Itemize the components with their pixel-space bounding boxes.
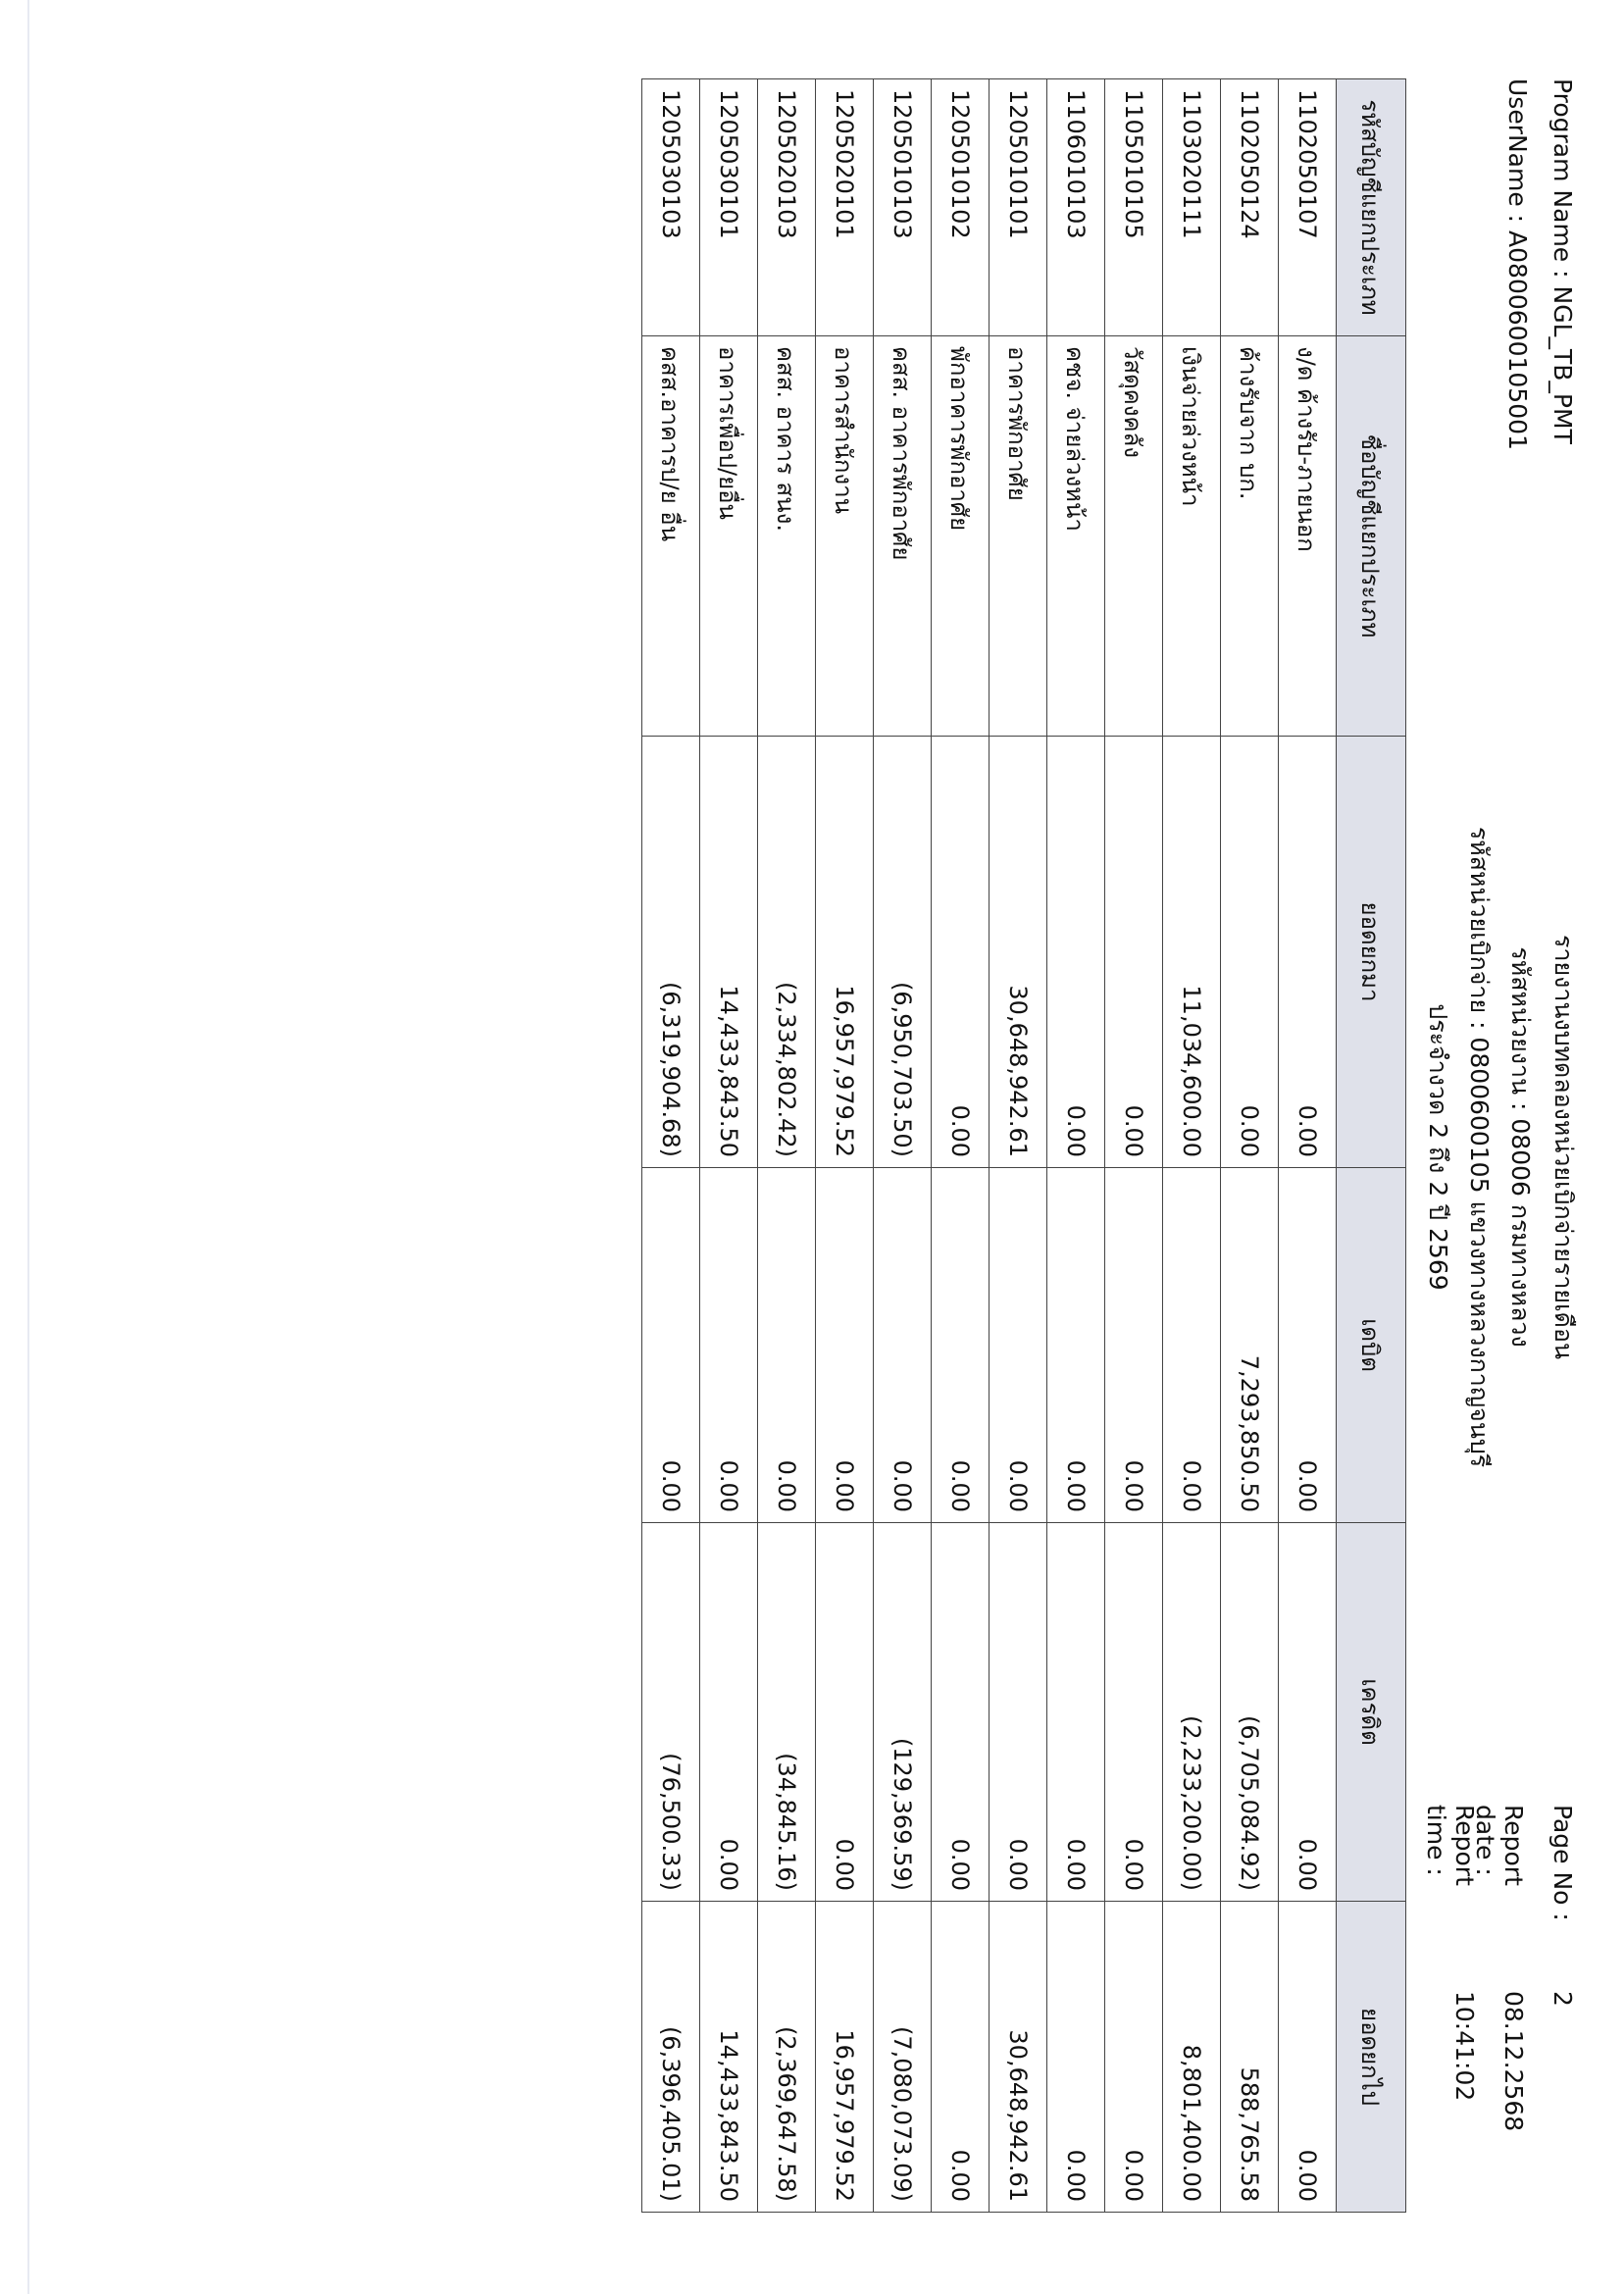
cell-credit: (76,500.33)	[642, 1523, 700, 1902]
page-number-row	[1548, 1805, 1577, 2007]
program-name: Program Name : NGL_TB_PMT	[1548, 78, 1577, 444]
cell-account-name: คสส. อาคาร สนง.	[758, 336, 816, 737]
report-time-row	[1422, 1805, 1479, 2101]
cell-debit: 0.00	[1163, 1168, 1221, 1523]
cell-account-code: 1205020101	[816, 79, 874, 336]
cell-credit: 0.00	[990, 1523, 1047, 1902]
cell-credit: (2,233,200.00)	[1163, 1523, 1221, 1902]
cell-account-code: 1205030103	[642, 79, 700, 336]
cell-account-name: คสส. อาคารพักอาศัย	[874, 336, 932, 737]
column-header-credit: เครดิต	[1337, 1523, 1406, 1902]
cell-closing-balance: 14,433,843.50	[700, 1902, 758, 2213]
cell-account-code: 1106010103	[1047, 79, 1105, 336]
report-date-row	[1471, 1805, 1528, 2131]
cell-credit: (129,369.59)	[874, 1523, 932, 1902]
table-row	[1221, 79, 1279, 2213]
cell-account-name: เงินจ่ายล่วงหน้า	[1163, 336, 1221, 737]
report-time-label: Report time :	[1422, 1805, 1479, 1886]
cell-credit: 0.00	[1105, 1523, 1163, 1902]
table-row	[700, 79, 758, 2213]
report-time: 10:41:02	[1450, 1991, 1479, 2102]
cell-opening-balance: 11,034,600.00	[1163, 737, 1221, 1168]
cell-closing-balance: 8,801,400.00	[1163, 1902, 1221, 2213]
cell-account-code: 1102050107	[1279, 79, 1337, 336]
cell-opening-balance: 30,648,942.61	[990, 737, 1047, 1168]
table-header-row	[1337, 79, 1406, 2213]
table-row	[642, 79, 700, 2213]
report-title: รายงานงบทดลองหน่วยเบิกจ่ายรายเดือน	[1549, 935, 1578, 1359]
cell-opening-balance: 0.00	[1047, 737, 1105, 1168]
column-header-closing-balance: ยอดยกไป	[1337, 1902, 1406, 2213]
cell-opening-balance: (2,334,802.42)	[758, 737, 816, 1168]
cell-account-code: 1103020111	[1163, 79, 1221, 336]
column-header-account-name: ชื่อบัญชีแยกประเภท	[1337, 336, 1406, 737]
cell-account-name: วัสดุคงคลัง	[1105, 336, 1163, 737]
cell-opening-balance: (6,319,904.68)	[642, 737, 700, 1168]
cell-debit: 0.00	[990, 1168, 1047, 1523]
cell-debit: 0.00	[700, 1168, 758, 1523]
table-row	[932, 79, 990, 2213]
cell-credit: (34,845.16)	[758, 1523, 816, 1902]
table-row	[1279, 79, 1337, 2213]
cell-debit: 0.00	[642, 1168, 700, 1523]
table-row	[874, 79, 932, 2213]
cell-account-name: ค้างรับจาก บก.	[1221, 336, 1279, 737]
cell-credit: (6,705,084.92)	[1221, 1523, 1279, 1902]
cell-opening-balance: 0.00	[932, 737, 990, 1168]
cell-closing-balance: 0.00	[932, 1902, 990, 2213]
cell-credit: 0.00	[1279, 1523, 1337, 1902]
cell-debit: 0.00	[1279, 1168, 1337, 1523]
cell-account-name: พักอาคารพักอาศัย	[932, 336, 990, 737]
cell-account-code: 1102050124	[1221, 79, 1279, 336]
cell-account-name: คชจ. จ่ายล่วงหน้า	[1047, 336, 1105, 737]
cell-account-code: 1205020103	[758, 79, 816, 336]
cell-account-name: อาคารสำนักงาน	[816, 336, 874, 737]
report-date: 08.12.2568	[1499, 1991, 1528, 2132]
cell-closing-balance: (7,080,073.09)	[874, 1902, 932, 2213]
cell-account-name: อาคารพักอาศัย	[990, 336, 1047, 737]
table-row	[1047, 79, 1105, 2213]
cell-account-code: 1205010103	[874, 79, 932, 336]
cell-closing-balance: 16,957,979.52	[816, 1902, 874, 2213]
cell-opening-balance: 0.00	[1279, 737, 1337, 1168]
report-date-label: Report date :	[1471, 1805, 1528, 1886]
trial-balance-table	[641, 78, 1406, 2213]
disbursing-unit-code: รหัสหน่วยเบิกจ่าย : 0800600105 แขวงทางหลวงกาญจนบุรี	[1465, 826, 1494, 1468]
cell-debit: 0.00	[1047, 1168, 1105, 1523]
cell-closing-balance: 0.00	[1047, 1902, 1105, 2213]
cell-debit: 0.00	[932, 1168, 990, 1523]
cell-debit: 0.00	[1105, 1168, 1163, 1523]
cell-closing-balance: 588,765.58	[1221, 1902, 1279, 2213]
cell-debit: 0.00	[874, 1168, 932, 1523]
report-period: ประจำงวด 2 ถึง 2 ปี 2569	[1424, 1003, 1452, 1291]
cell-opening-balance: 16,957,979.52	[816, 737, 874, 1168]
cell-credit: 0.00	[816, 1523, 874, 1902]
cell-opening-balance: 0.00	[1105, 737, 1163, 1168]
cell-account-name: คสส.อาคารป/ย อื่น	[642, 336, 700, 737]
cell-closing-balance: 0.00	[1105, 1902, 1163, 2213]
cell-opening-balance: (6,950,703.50)	[874, 737, 932, 1168]
table-row	[990, 79, 1047, 2213]
cell-credit: 0.00	[932, 1523, 990, 1902]
cell-debit: 0.00	[816, 1168, 874, 1523]
table-row	[1105, 79, 1163, 2213]
cell-opening-balance: 0.00	[1221, 737, 1279, 1168]
page-number-label: Page No :	[1548, 1805, 1577, 1921]
cell-closing-balance: 30,648,942.61	[990, 1902, 1047, 2213]
cell-credit: 0.00	[700, 1523, 758, 1902]
agency-code: รหัสหน่วยงาน : 08006 กรมทางหลวง	[1506, 946, 1535, 1348]
table-row	[758, 79, 816, 2213]
scan-edge-line	[27, 0, 29, 2294]
page-number: 2	[1548, 1991, 1577, 2007]
cell-account-code: 1105010105	[1105, 79, 1163, 336]
column-header-debit: เดบิต	[1337, 1168, 1406, 1523]
cell-closing-balance: (2,369,647.58)	[758, 1902, 816, 2213]
cell-account-name: อาคารเพื่อป/ยอื่น	[700, 336, 758, 737]
column-header-account-code: รหัสบัญชีแยกประเภท	[1337, 79, 1406, 336]
cell-debit: 7,293,850.50	[1221, 1168, 1279, 1523]
cell-debit: 0.00	[758, 1168, 816, 1523]
cell-account-code: 1205030101	[700, 79, 758, 336]
cell-account-code: 1205010102	[932, 79, 990, 336]
cell-closing-balance: (6,396,405.01)	[642, 1902, 700, 2213]
table-row	[816, 79, 874, 2213]
table-row	[1163, 79, 1221, 2213]
cell-opening-balance: 14,433,843.50	[700, 737, 758, 1168]
cell-account-code: 1205010101	[990, 79, 1047, 336]
cell-account-name: ง/ด ค้างรับ-ภายนอก	[1279, 336, 1337, 737]
column-header-opening-balance: ยอดยกมา	[1337, 737, 1406, 1168]
cell-credit: 0.00	[1047, 1523, 1105, 1902]
user-name: UserName : A0800600105001	[1503, 78, 1532, 450]
cell-closing-balance: 0.00	[1279, 1902, 1337, 2213]
